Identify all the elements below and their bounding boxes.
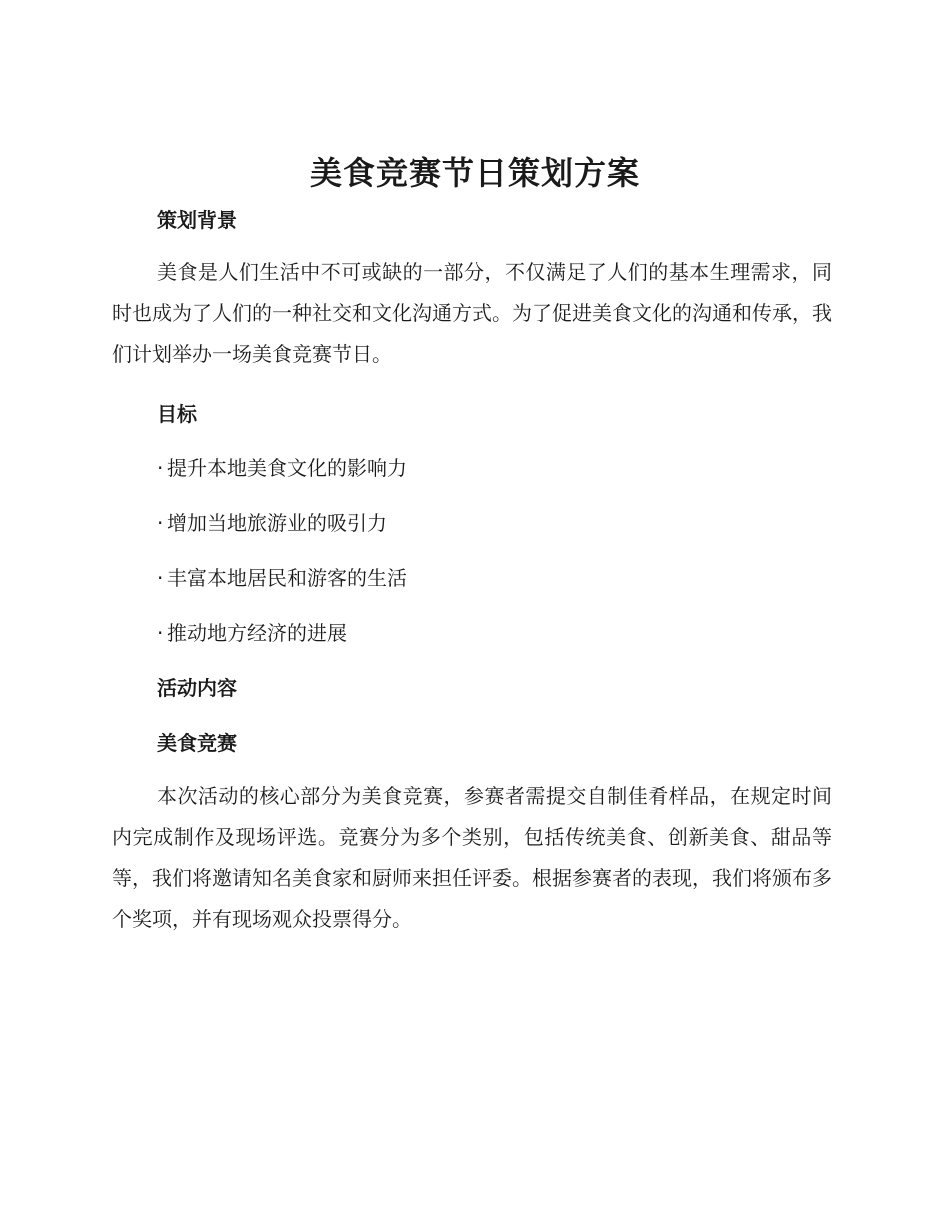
goal-item-text: 丰富本地居民和游客的生活 [167,566,407,590]
goal-item-text: 增加当地旅游业的吸引力 [167,511,387,535]
section-heading-activities: 活动内容 [157,676,237,700]
goal-item [157,563,407,593]
goal-item [157,508,387,538]
goal-item-text: 提升本地美食文化的影响力 [167,456,407,480]
contest-paragraph: 本次活动的核心部分为美食竞赛，参赛者需提交自制佳肴样品，在规定时间内完成制作及现场评选。竞赛分为多个类别，包括传统美食、创新美食、甜品等等，我们将邀请知名美食家和厨师来担任评委。根据参赛者的表现，我们将颁布多个奖项，并有现场观众投票得分。 [112,784,832,931]
bullet-dot: · [157,566,164,590]
section-heading-goals: 目标 [157,402,197,426]
section-heading-background: 策划背景 [157,208,237,232]
background-paragraph: 美食是人们生活中不可或缺的一部分，不仅满足了人们的基本生理需求，同时也成为了人们的一种社交和文化沟通方式。为了促进美食文化的沟通和传承，我们计划举办一场美食竞赛节日。 [112,260,832,366]
subsection-heading-contest: 美食竞赛 [157,731,237,755]
bullet-dot: · [157,621,164,645]
document-title: 美食竞赛节日策划方案 [309,154,640,192]
goal-item-text: 推动地方经济的进展 [167,621,347,645]
goal-item [157,618,347,648]
bullet-dot: · [157,456,164,480]
goal-item [157,453,407,483]
bullet-dot: · [157,511,164,535]
